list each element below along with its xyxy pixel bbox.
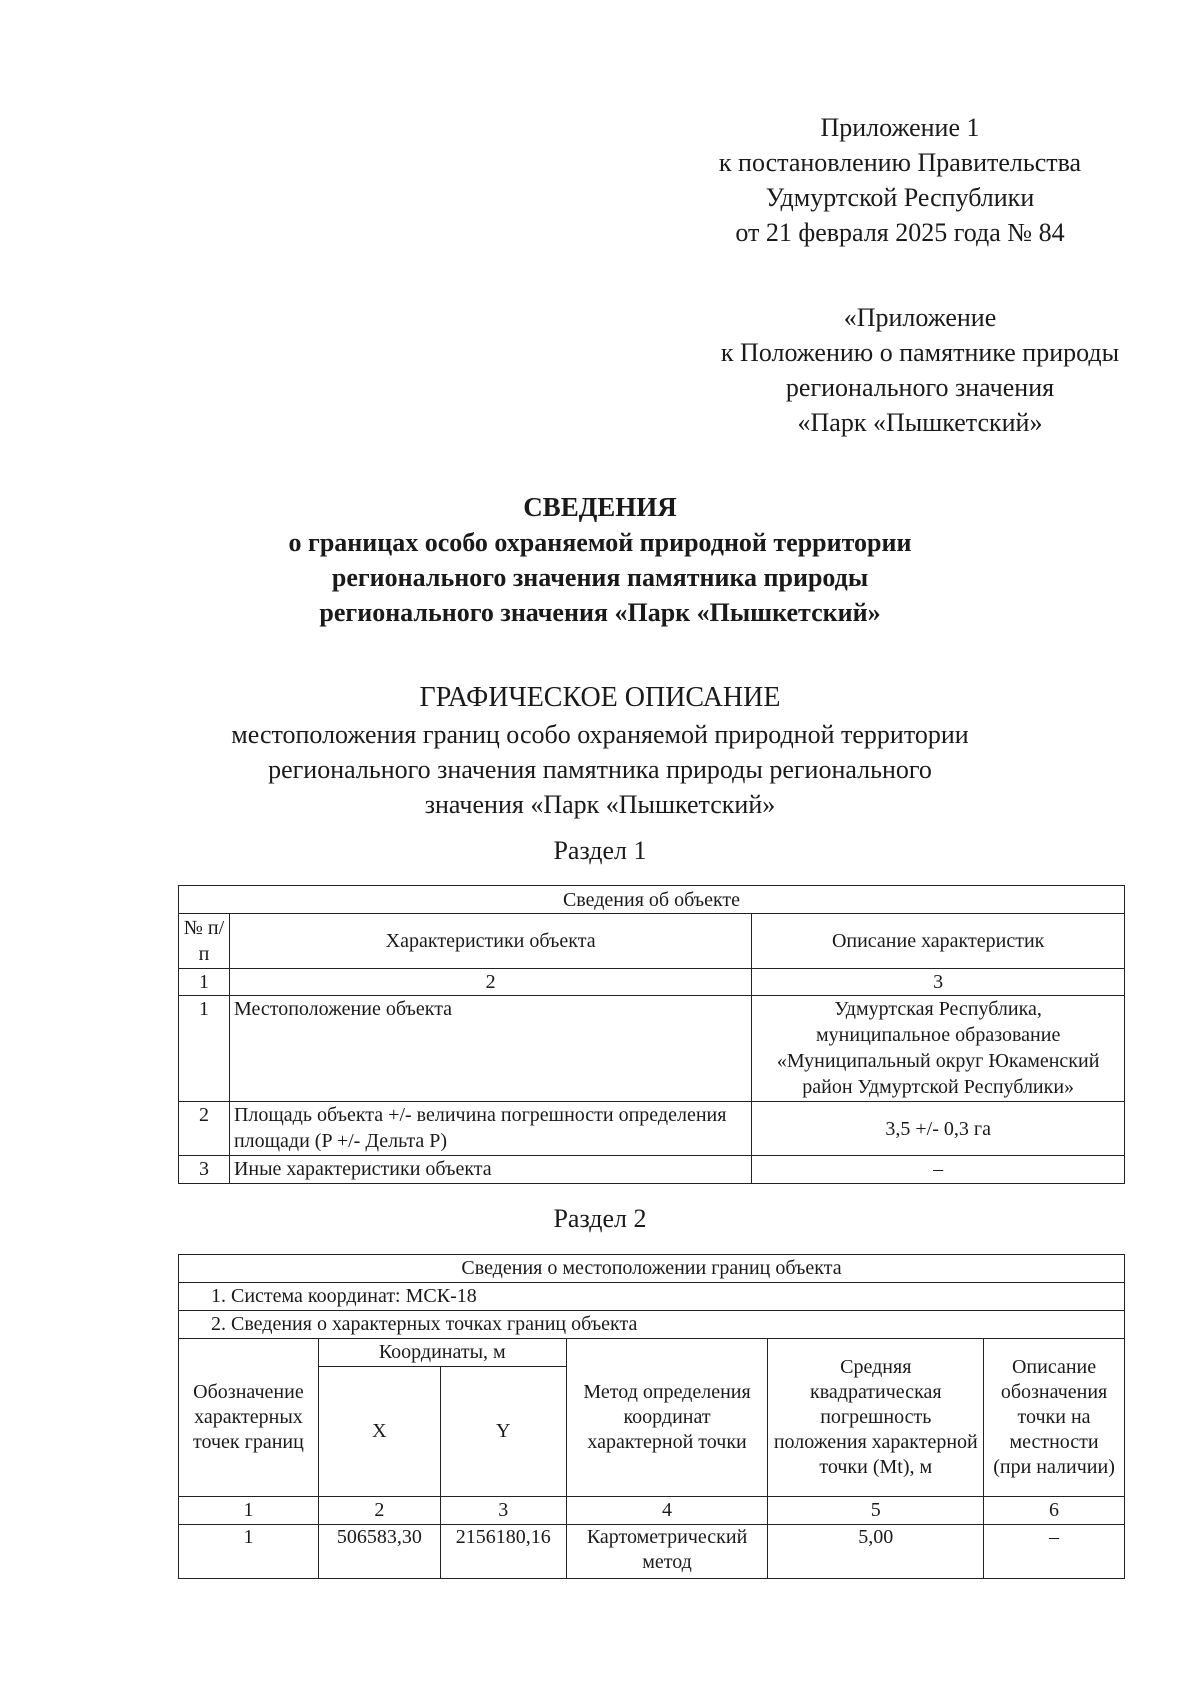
column-number: 2 <box>229 969 751 996</box>
row-value: 3,5 +/- 0,3 га <box>752 1102 1125 1156</box>
point-description: – <box>984 1525 1125 1579</box>
header-y: Y <box>440 1367 566 1497</box>
row-name: Местоположение объекта <box>229 996 751 1102</box>
row-value-line: Удмуртская Республика, <box>834 998 1042 1020</box>
column-number: 3 <box>752 969 1125 996</box>
row-name: Площадь объекта +/- величина погрешности определения площади (P +/- Дельта P) <box>229 1102 751 1156</box>
row-number: 2 <box>179 1102 230 1156</box>
points-title: 2. Сведения о характерных точках границ объекта <box>179 1311 1125 1339</box>
graphic-line: значения «Парк «Пышкетский» <box>424 790 776 819</box>
table-title: Сведения об объекте <box>179 886 1125 914</box>
row-value: – <box>752 1156 1125 1184</box>
column-number: 6 <box>984 1497 1125 1525</box>
row-value-line: «Муниципальный округ Юкаменский <box>776 1050 1100 1072</box>
document-title <box>100 490 1100 630</box>
coordinate-system: 1. Система координат: МСК-18 <box>179 1283 1125 1311</box>
annex-2-line: к Положению о памятнике природы <box>720 338 1120 367</box>
header-description: Описание характеристик <box>752 914 1125 969</box>
section-2-label: Раздел 2 <box>553 1204 647 1233</box>
row-value <box>752 996 1125 1102</box>
column-number: 3 <box>440 1497 566 1525</box>
annex-1-line: Приложение 1 <box>820 113 980 142</box>
point-error: 5,00 <box>768 1525 984 1579</box>
graphic-line: местоположения границ особо охраняемой природной территории <box>231 720 969 749</box>
header-designation: Обозначение характерных точек границ <box>179 1339 319 1497</box>
header-method: Метод определения координат характерной точки <box>566 1339 768 1497</box>
point-method: Картометрический метод <box>566 1525 768 1579</box>
header-point-description: Описание обозначения точки на местности (при наличии) <box>984 1339 1125 1497</box>
graphic-description-heading <box>100 680 1100 822</box>
row-number: 3 <box>179 1156 230 1184</box>
point-designation: 1 <box>179 1525 319 1579</box>
title-line: регионального значения памятника природы <box>331 563 869 592</box>
table-row <box>179 1102 1125 1156</box>
annex-1-line: к постановлению Правительства <box>718 148 1082 177</box>
column-number: 1 <box>179 1497 319 1525</box>
annex-1-line: от 21 февраля 2025 года № 84 <box>735 218 1065 247</box>
row-value-line: район Удмуртской Республики» <box>802 1076 1075 1098</box>
header-coordinates: Координаты, м <box>318 1339 566 1367</box>
annex-2-line: «Приложение <box>843 303 997 332</box>
column-number: 5 <box>768 1497 984 1525</box>
point-x: 506583,30 <box>318 1525 440 1579</box>
table-title: Сведения о местоположении границ объекта <box>179 1255 1125 1283</box>
header-number: № п/п <box>179 914 230 969</box>
column-number: 2 <box>318 1497 440 1525</box>
header-error: Средняя квадратическая погрешность положения характерной точки (Mt), м <box>768 1339 984 1497</box>
row-name: Иные характеристики объекта <box>229 1156 751 1184</box>
annex-1-line: Удмуртской Республики <box>765 183 1035 212</box>
table-row <box>179 996 1125 1102</box>
table-row <box>179 1156 1125 1184</box>
title-line: регионального значения «Парк «Пышкетский» <box>319 598 881 627</box>
header-characteristics: Характеристики объекта <box>229 914 751 969</box>
title-line: о границах особо охраняемой природной территории <box>288 528 912 557</box>
column-number: 1 <box>179 969 230 996</box>
header-x: X <box>318 1367 440 1497</box>
object-info-table <box>178 885 1125 1184</box>
column-number: 4 <box>566 1497 768 1525</box>
graphic-line: регионального значения памятника природы регионального <box>268 755 932 784</box>
row-value-line: муниципальное образование <box>816 1024 1061 1046</box>
annex-1-block <box>690 110 1110 250</box>
table-row <box>179 1525 1125 1579</box>
section-1-label: Раздел 1 <box>553 836 647 865</box>
title-main: СВЕДЕНИЯ <box>523 492 677 522</box>
boundary-points-table <box>178 1254 1125 1579</box>
graphic-main: ГРАФИЧЕСКОЕ ОПИСАНИЕ <box>419 682 781 713</box>
point-y: 2156180,16 <box>440 1525 566 1579</box>
row-number: 1 <box>179 996 230 1102</box>
annex-2-line: «Парк «Пышкетский» <box>797 408 1043 437</box>
annex-2-block <box>680 300 1160 440</box>
annex-2-line: регионального значения <box>785 373 1055 402</box>
